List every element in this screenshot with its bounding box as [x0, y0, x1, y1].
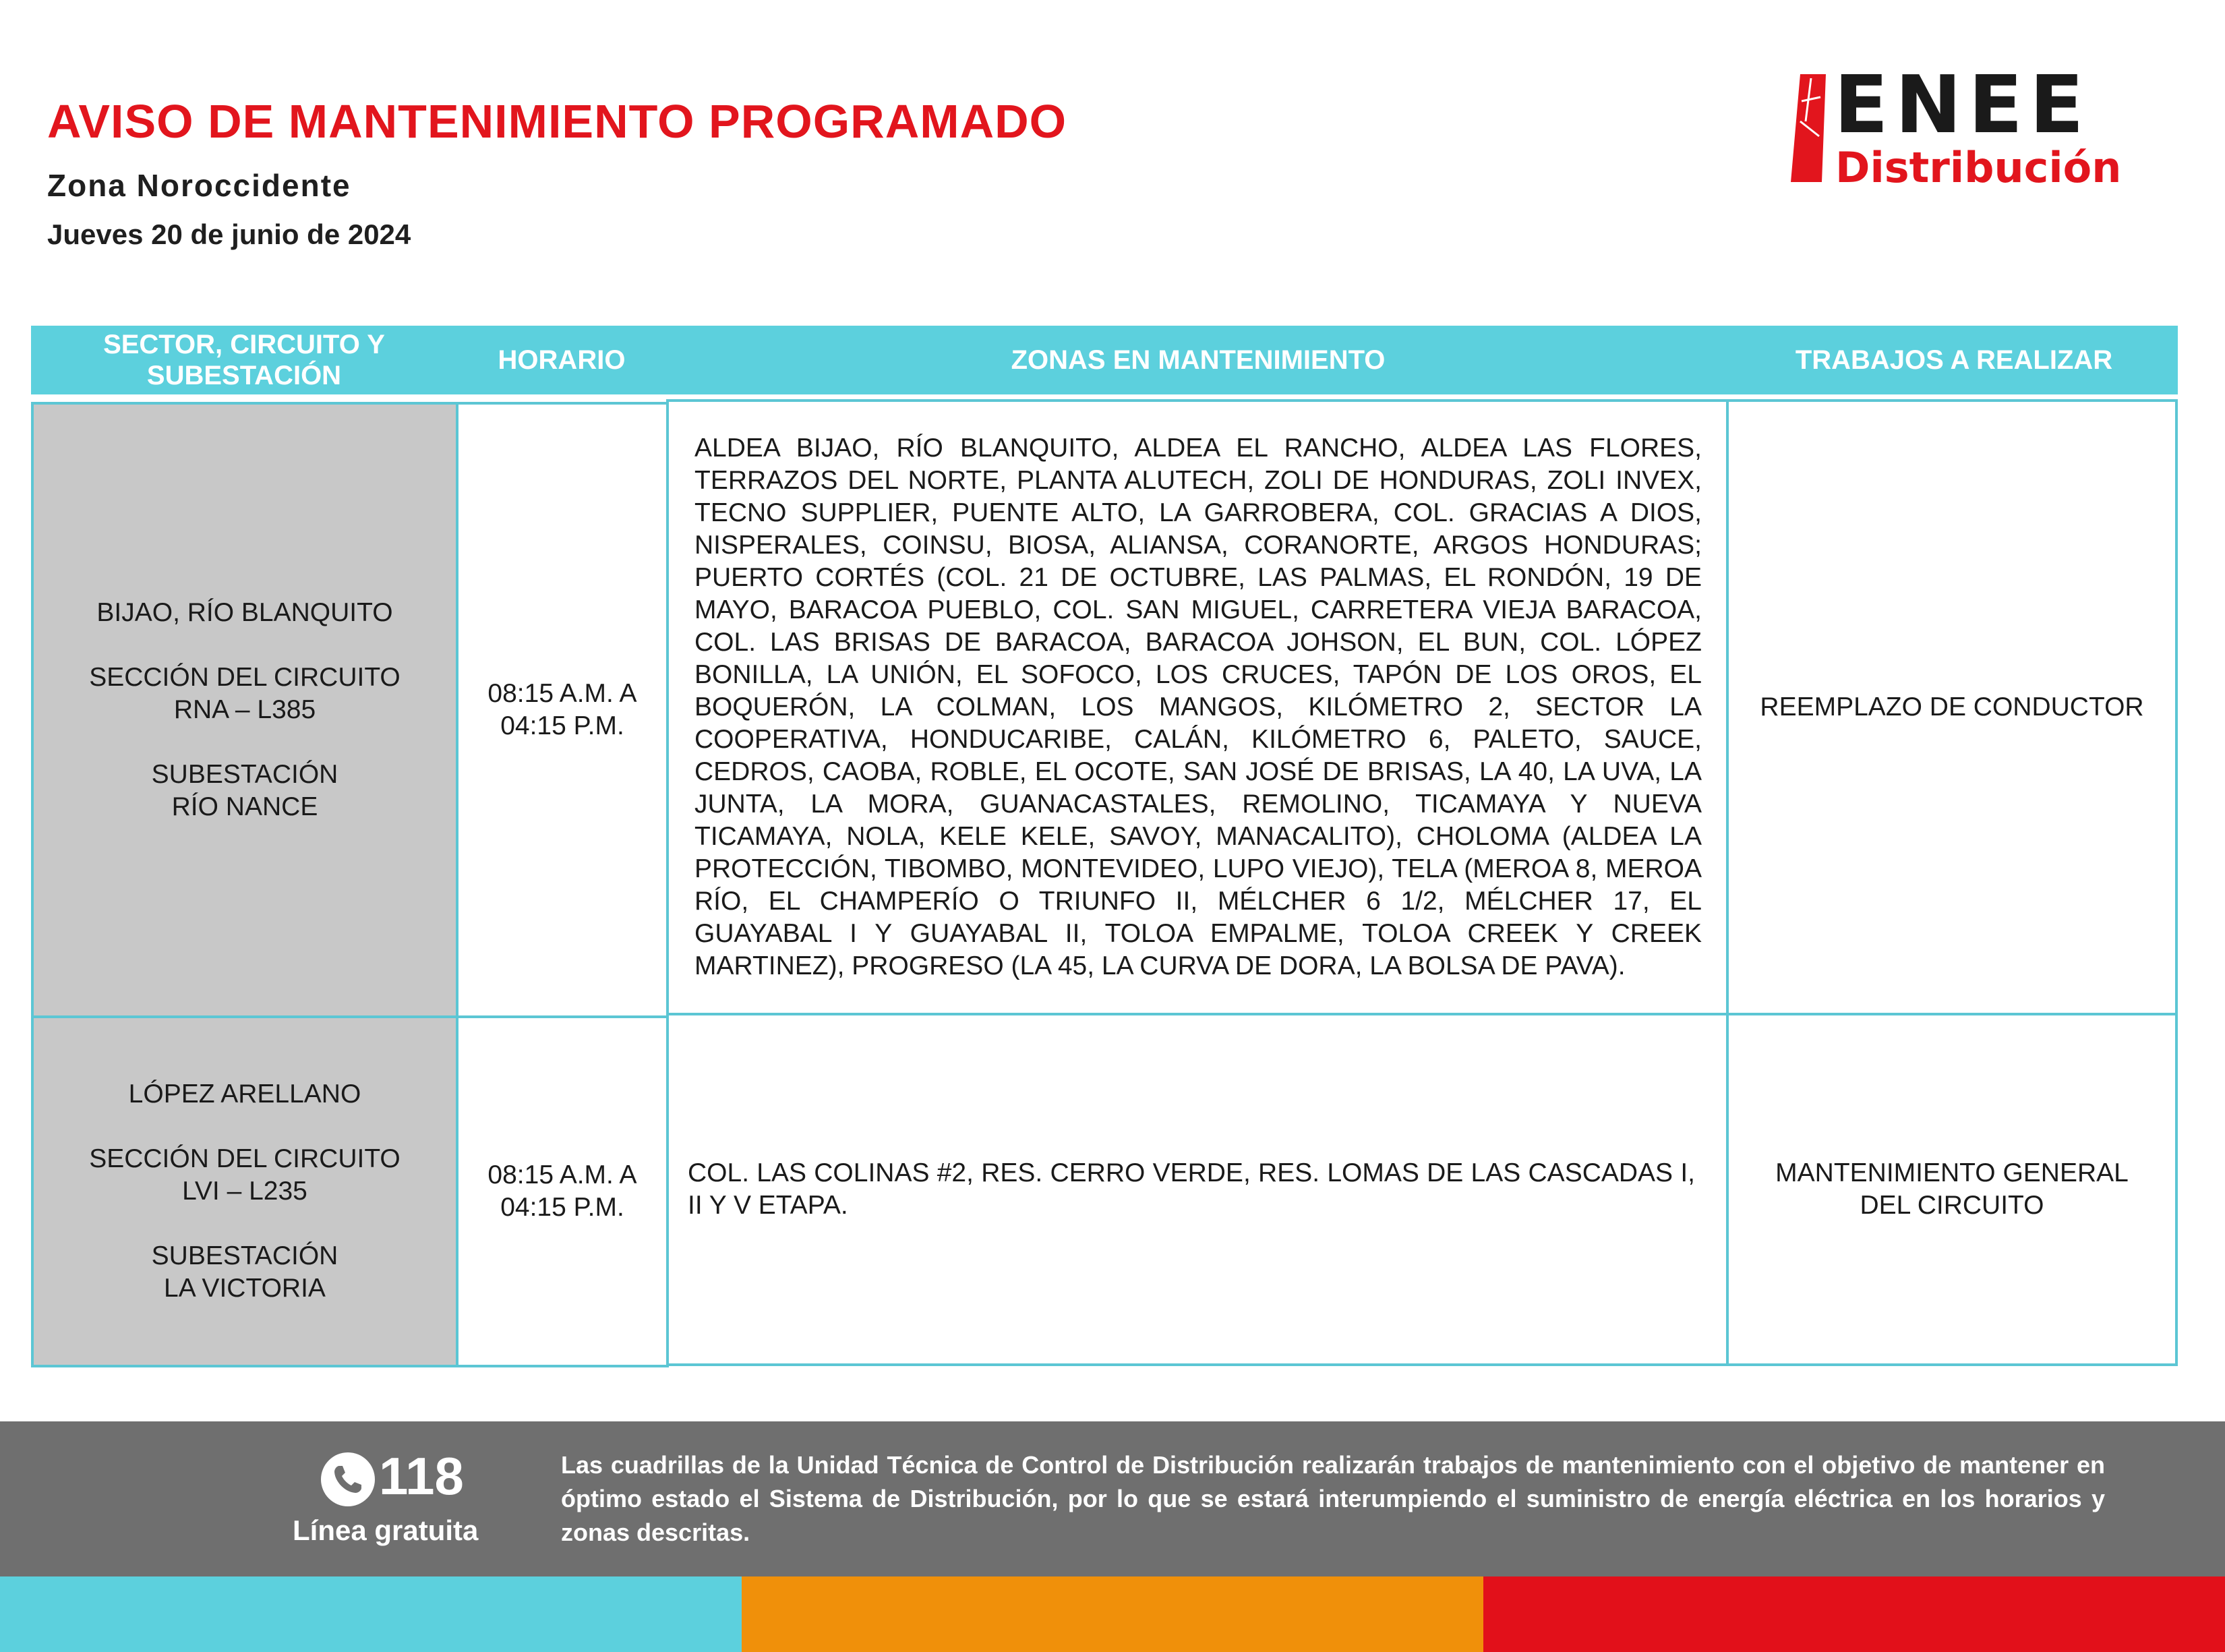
table-row-sector-cell	[31, 402, 458, 1018]
column-header-work: TRABAJOS A REALIZAR	[1795, 345, 2113, 375]
table-header	[31, 326, 2178, 394]
logo-subtitle: Distribución	[1835, 143, 2122, 192]
substation-name: LA VICTORIA	[164, 1274, 326, 1303]
work-text: REEMPLAZO DE CONDUCTOR	[1760, 692, 2144, 721]
sector-name: LÓPEZ ARELLANO	[128, 1080, 361, 1109]
table-row-zones-cell	[666, 1013, 1729, 1366]
circuit-label: SECCIÓN DEL CIRCUITO	[89, 663, 400, 692]
phone-icon	[321, 1452, 375, 1506]
phone-label: Línea gratuita	[293, 1514, 479, 1546]
circuit-code: LVI – L235	[182, 1177, 307, 1206]
work-text: MANTENIMIENTO GENERAL DEL CIRCUITO	[1775, 1158, 2129, 1220]
zones-text: ALDEA BIJAO, RÍO BLANQUITO, ALDEA EL RANCHO, ALDEA LAS FLORES, TERRAZOS DEL NORTE, PLANTA ALUTECH, ZOLI DE HONDURAS, ZOLI INVEX, TECNO SUPPLIER, PUENTE ALTO, LA GARROBERA, COL. GRACIAS A DIOS, NISPERALES, COINSU, BIOSA, ALIANSA, CORANORTE, ARGOS HONDURAS; PUERTO CORTÉS (COL. 21 DE OCTUBRE, LAS PALMAS, EL RONDÓN, 19 DE MAYO, BARACOA PUEBLO, COL. SAN MIGUEL, CARRETERA VIEJA BARACOA, COL. LAS BRISAS DE BARACOA, BARACOA JOHSON, EL BUN, COL. LÓPEZ BONILLA, LA UNIÓN, EL SOFOCO, LOS CRUCES, TAPÓN DE LOS OROS, EL BOQUERÓN, LA COLMAN, LOS MANGOS, KILÓMETRO 2, SECTOR LA COOPERATIVA, HONDUCARIBE, CALÁN, KILÓMETRO 6, PALETO, SAUCE, CEDROS, CAOBA, ROBLE, EL OCOTE, SAN JOSÉ DE BRISAS, LA 40, LA UVA, LA JUNTA, LA MORA, GUANACASTALES, REMOLINO, TICAMAYA Y NUEVA TICAMAYA, NOLA, KELE KELE, SAVOY, MANACALITO), CHOLOMA (ALDEA LA PROTECCIÓN, TIBOMBO, MONTEVIDEO, LUPO VIEJO), TELA (MEROA 8, MEROA RÍO, EL CHAMPERÍO O TRIUNFO II, MÉLCHER 6 1/2, MÉLCHER 17, EL GUAYABAL I Y GUAYABAL II, TOLOA EMPALME, TOLOA CREEK Y CREEK MARTINEZ), PROGRESO (LA 45, LA CURVA DE DORA, LA BOLSA DE PAVA).	[694, 434, 1702, 980]
schedule-start: 08:15 A.M. A	[487, 1160, 637, 1189]
column-header-zones: ZONAS EN MANTENIMIENTO	[1011, 345, 1386, 375]
enee-logo	[1787, 58, 2164, 192]
table-row-sector-cell	[31, 1015, 458, 1367]
circuit-label: SECCIÓN DEL CIRCUITO	[89, 1144, 400, 1173]
stripe-cyan	[0, 1576, 742, 1652]
phone-number: 118	[379, 1446, 464, 1506]
column-header-schedule: HORARIO	[498, 345, 626, 375]
stripe-orange	[742, 1576, 1483, 1652]
footer-bar	[0, 1421, 2225, 1576]
schedule-start: 08:15 A.M. A	[487, 679, 637, 708]
substation-name: RÍO NANCE	[171, 792, 318, 821]
substation-label: SUBESTACIÓN	[151, 1241, 338, 1270]
table-row-schedule-cell	[456, 1015, 669, 1367]
page-title: AVISO DE MANTENIMIENTO PROGRAMADO	[47, 95, 1067, 148]
table-row-work-cell	[1726, 1013, 2178, 1366]
zone-subtitle: Zona Noroccidente	[47, 168, 351, 203]
schedule-end: 04:15 P.M.	[500, 711, 624, 740]
footer-notice-text: Las cuadrillas de la Unidad Técnica de Control de Distribución realizarán trabajos de mantenimiento con el objetivo de mantener en óptimo estado el Sistema de Distribución, por lo que se estará interumpiendo el suministro de energía eléctrica en los horarios y zonas descritas.	[561, 1451, 2105, 1546]
circuit-code: RNA – L385	[173, 695, 316, 724]
stripe-red	[1483, 1576, 2225, 1652]
notice-date: Jueves 20 de junio de 2024	[47, 218, 411, 250]
enee-logo-mark-icon	[1791, 74, 1826, 182]
sector-name: BIJAO, RÍO BLANQUITO	[96, 598, 393, 627]
substation-label: SUBESTACIÓN	[151, 760, 338, 789]
zones-text: COL. LAS COLINAS #2, RES. CERRO VERDE, RES. LOMAS DE LAS CASCADAS I, II Y V ETAPA.	[688, 1158, 1695, 1220]
schedule-end: 04:15 P.M.	[500, 1193, 624, 1222]
column-header-sector: SECTOR, CIRCUITO Y SUBESTACIÓN	[103, 330, 385, 390]
table-row-work-cell	[1726, 399, 2178, 1015]
table-row-schedule-cell	[456, 402, 669, 1018]
logo-name: ENEE	[1834, 58, 2091, 151]
table-row-zones-cell	[666, 399, 1729, 1015]
